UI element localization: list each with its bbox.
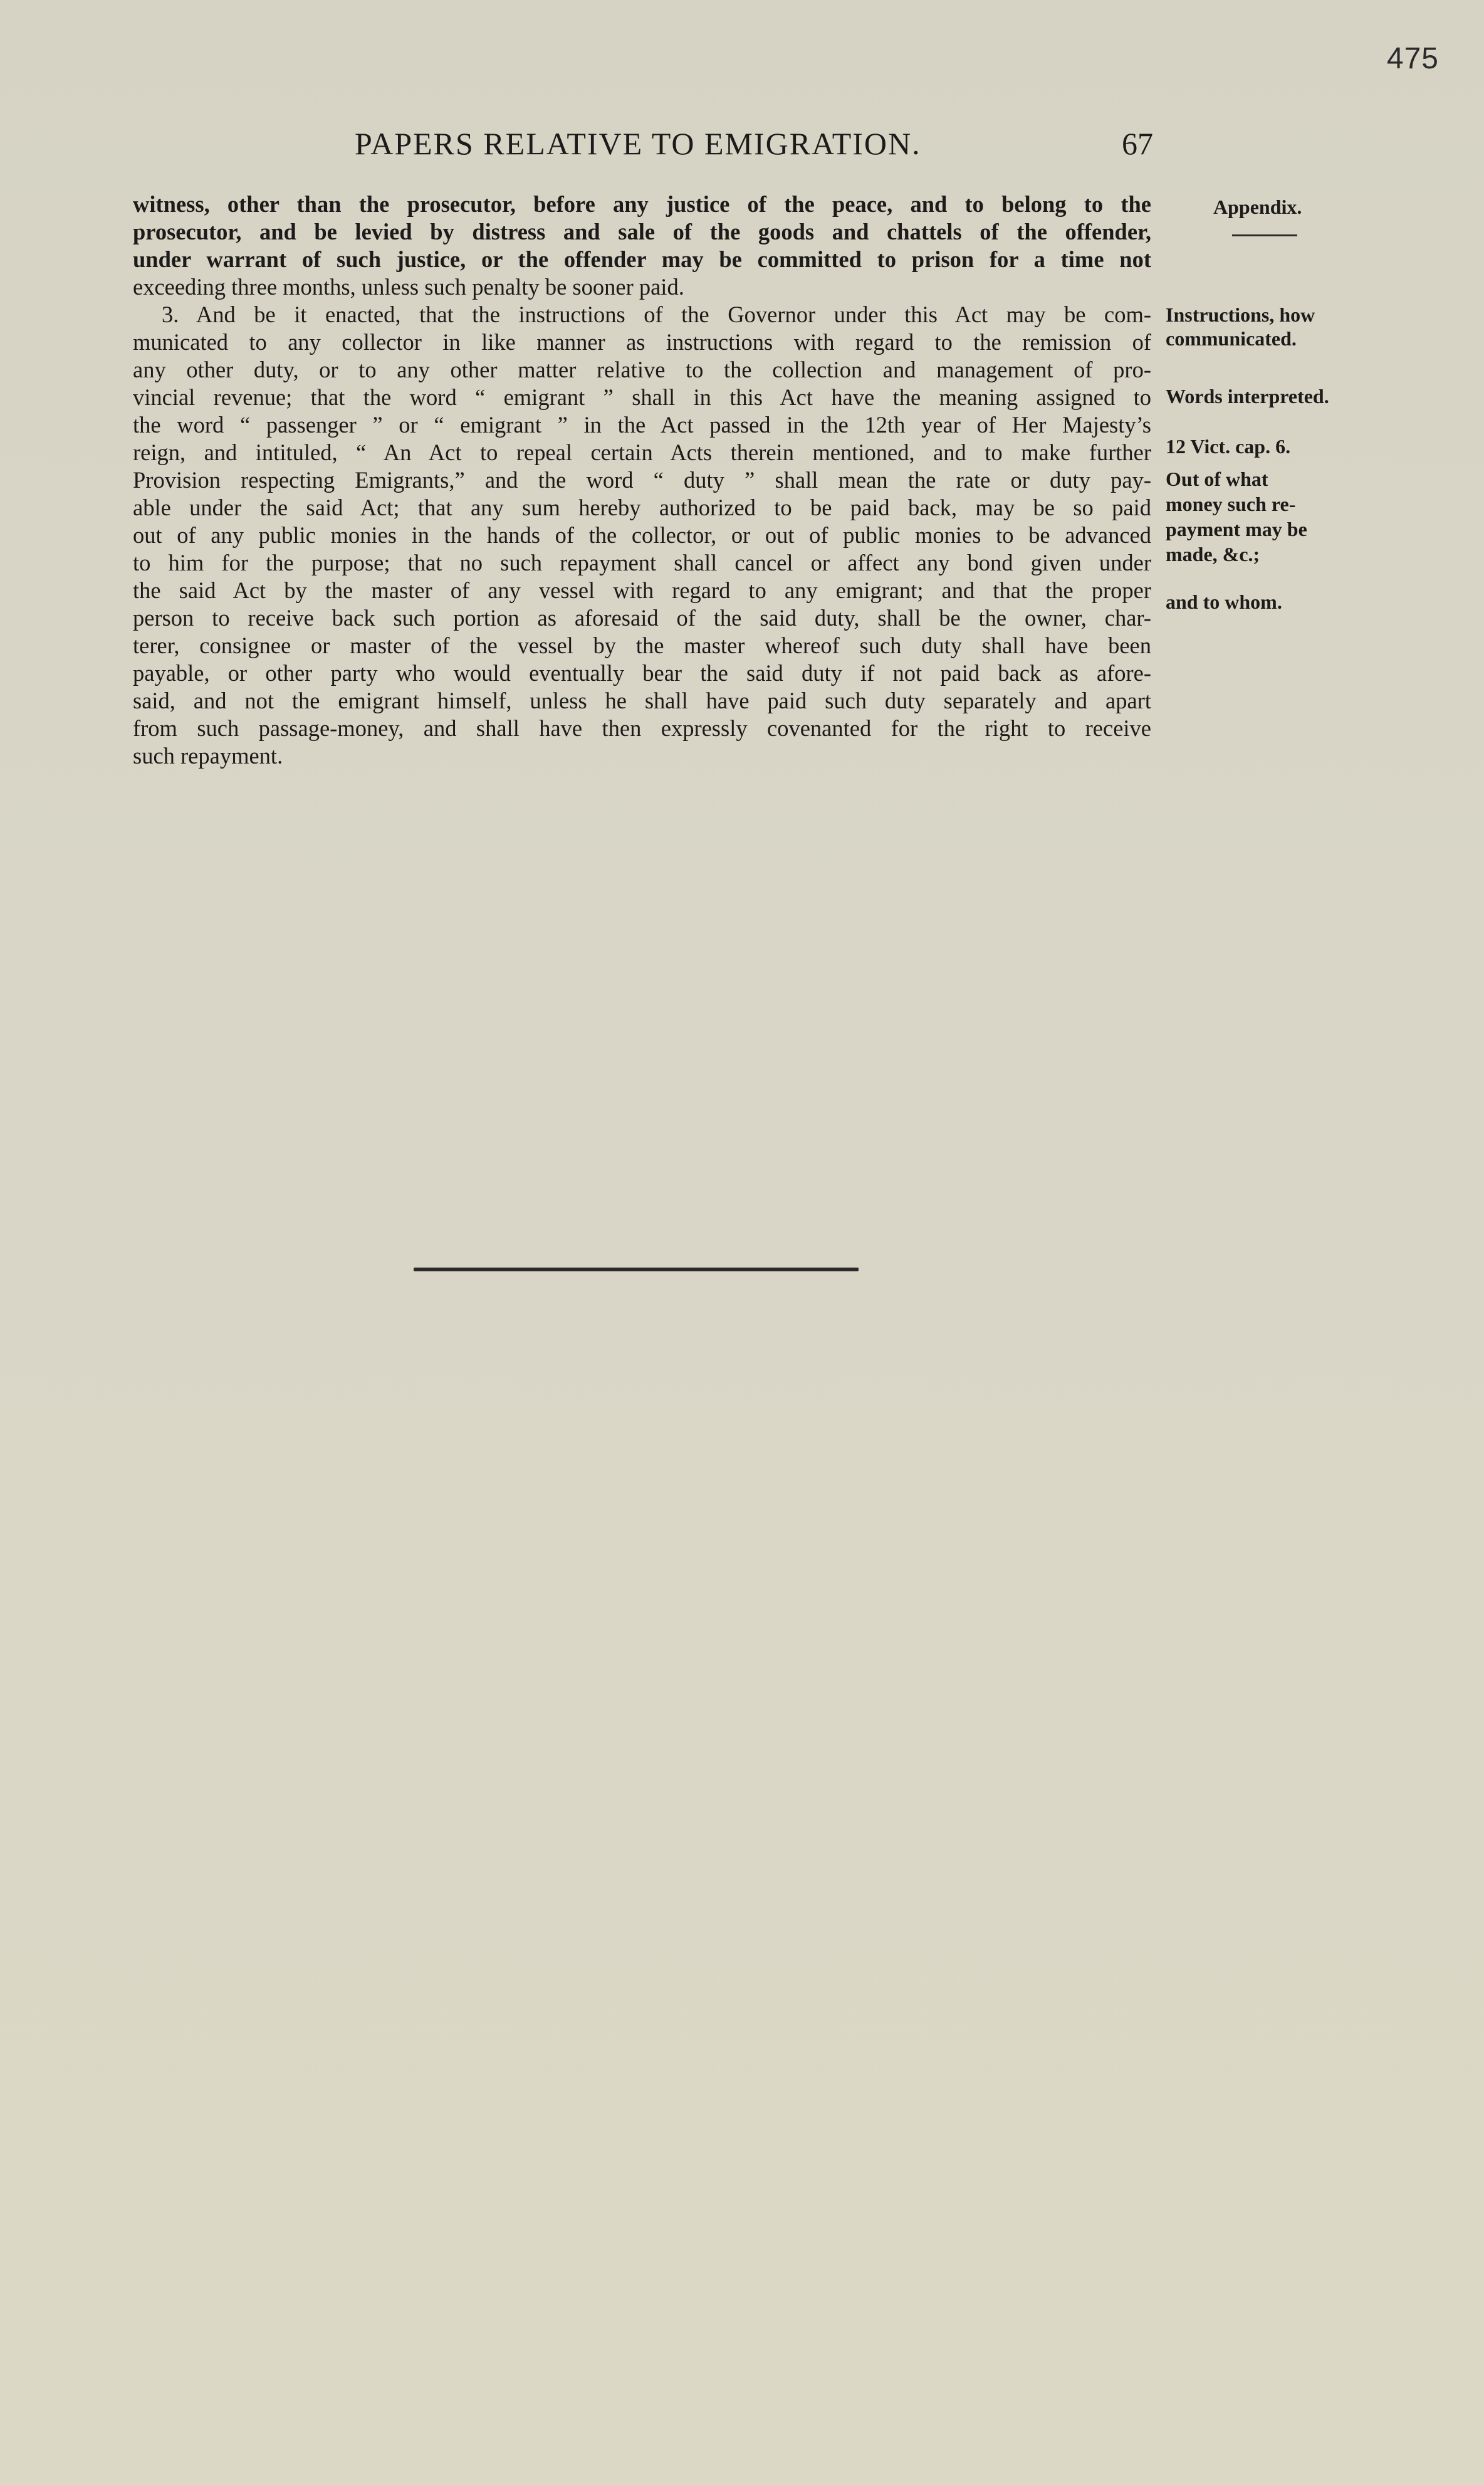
text-line-17: terer, consignee or master of the vessel by the master whereof such duty shall have been <box>133 633 1151 658</box>
sidenote-to-whom: and to whom. <box>1166 591 1282 613</box>
text-line-18: payable, or other party who would eventually bear the said duty if not paid back as afore- <box>133 660 1151 686</box>
sidenote-words-interpreted: Words interpreted. <box>1166 385 1329 407</box>
text-line-12: able under the said Act; that any sum hereby authorized to be paid back, may be so paid <box>133 495 1151 520</box>
text-line-5: 3. And be it enacted, that the instructions of the Governor under this Act may be com- <box>162 302 1151 327</box>
text-line-4: exceeding three months, unless such penalty be sooner paid. <box>133 274 684 300</box>
text-line-10: reign, and intituled, “ An Act to repeal certain Acts therein mentioned, and to make further <box>133 439 1151 465</box>
sidenote-out-line-4: made, &c.; <box>1166 543 1260 565</box>
text-line-16: person to receive back such portion as aforesaid of the said duty, shall be the owner, char- <box>133 605 1151 631</box>
sidenote-out-line-1: Out of what <box>1166 468 1268 490</box>
text-line-8: vincial revenue; that the word “ emigrant ” shall in this Act have the meaning assigned to <box>133 384 1151 410</box>
text-line-19: said, and not the emigrant himself, unless he shall have paid such duty separately and apart <box>133 688 1151 713</box>
sidenote-appendix: Appendix. <box>1213 196 1302 218</box>
end-rule <box>414 1268 859 1271</box>
sidenote-divider <box>1232 234 1297 236</box>
text-line-9: the word “ passenger ” or “ emigrant ” in the Act passed in the 12th year of Her Majesty’s <box>133 412 1151 438</box>
text-line-6: municated to any collector in like manner as instructions with regard to the remission of <box>133 329 1151 355</box>
text-line-21: such repayment. <box>133 743 283 769</box>
body-text <box>133 191 1151 770</box>
sidenote-instructions-line-1: Instructions, how <box>1166 303 1315 326</box>
text-line-13: out of any public monies in the hands of the collector, or out of public monies to be advanced <box>133 522 1151 548</box>
sidenote-out-line-3: payment may be <box>1166 518 1307 540</box>
running-header <box>132 125 1153 165</box>
text-line-15: the said Act by the master of any vessel with regard to any emigrant; and that the proper <box>133 577 1151 603</box>
text-line-14: to him for the purpose; that no such repayment shall cancel or affect any bond given under <box>133 550 1151 575</box>
text-line-11: Provision respecting Emigrants,” and the word “ duty ” shall mean the rate or duty pay- <box>133 467 1151 493</box>
page-title: PAPERS RELATIVE TO EMIGRATION. <box>355 126 921 161</box>
sidenote-out-line-2: money such re- <box>1166 493 1296 515</box>
sidenote-instructions-line-2: communicated. <box>1166 327 1297 350</box>
text-line-1: witness, other than the prosecutor, before any justice of the peace, and to belong to the <box>133 191 1151 217</box>
text-line-2: prosecutor, and be levied by distress and sale of the goods and chattels of the offender, <box>133 219 1151 244</box>
text-line-20: from such passage-money, and shall have then expressly covenanted for the right to receive <box>133 715 1151 741</box>
sidenote-vict-cap: 12 Vict. cap. 6. <box>1166 435 1291 458</box>
text-line-7: any other duty, or to any other matter relative to the collection and management of pro- <box>133 357 1151 382</box>
text-line-3: under warrant of such justice, or the offender may be committed to prison for a time not <box>133 246 1151 272</box>
page-number: 67 <box>1122 126 1153 161</box>
page-stamp-number: 475 <box>1386 42 1439 75</box>
